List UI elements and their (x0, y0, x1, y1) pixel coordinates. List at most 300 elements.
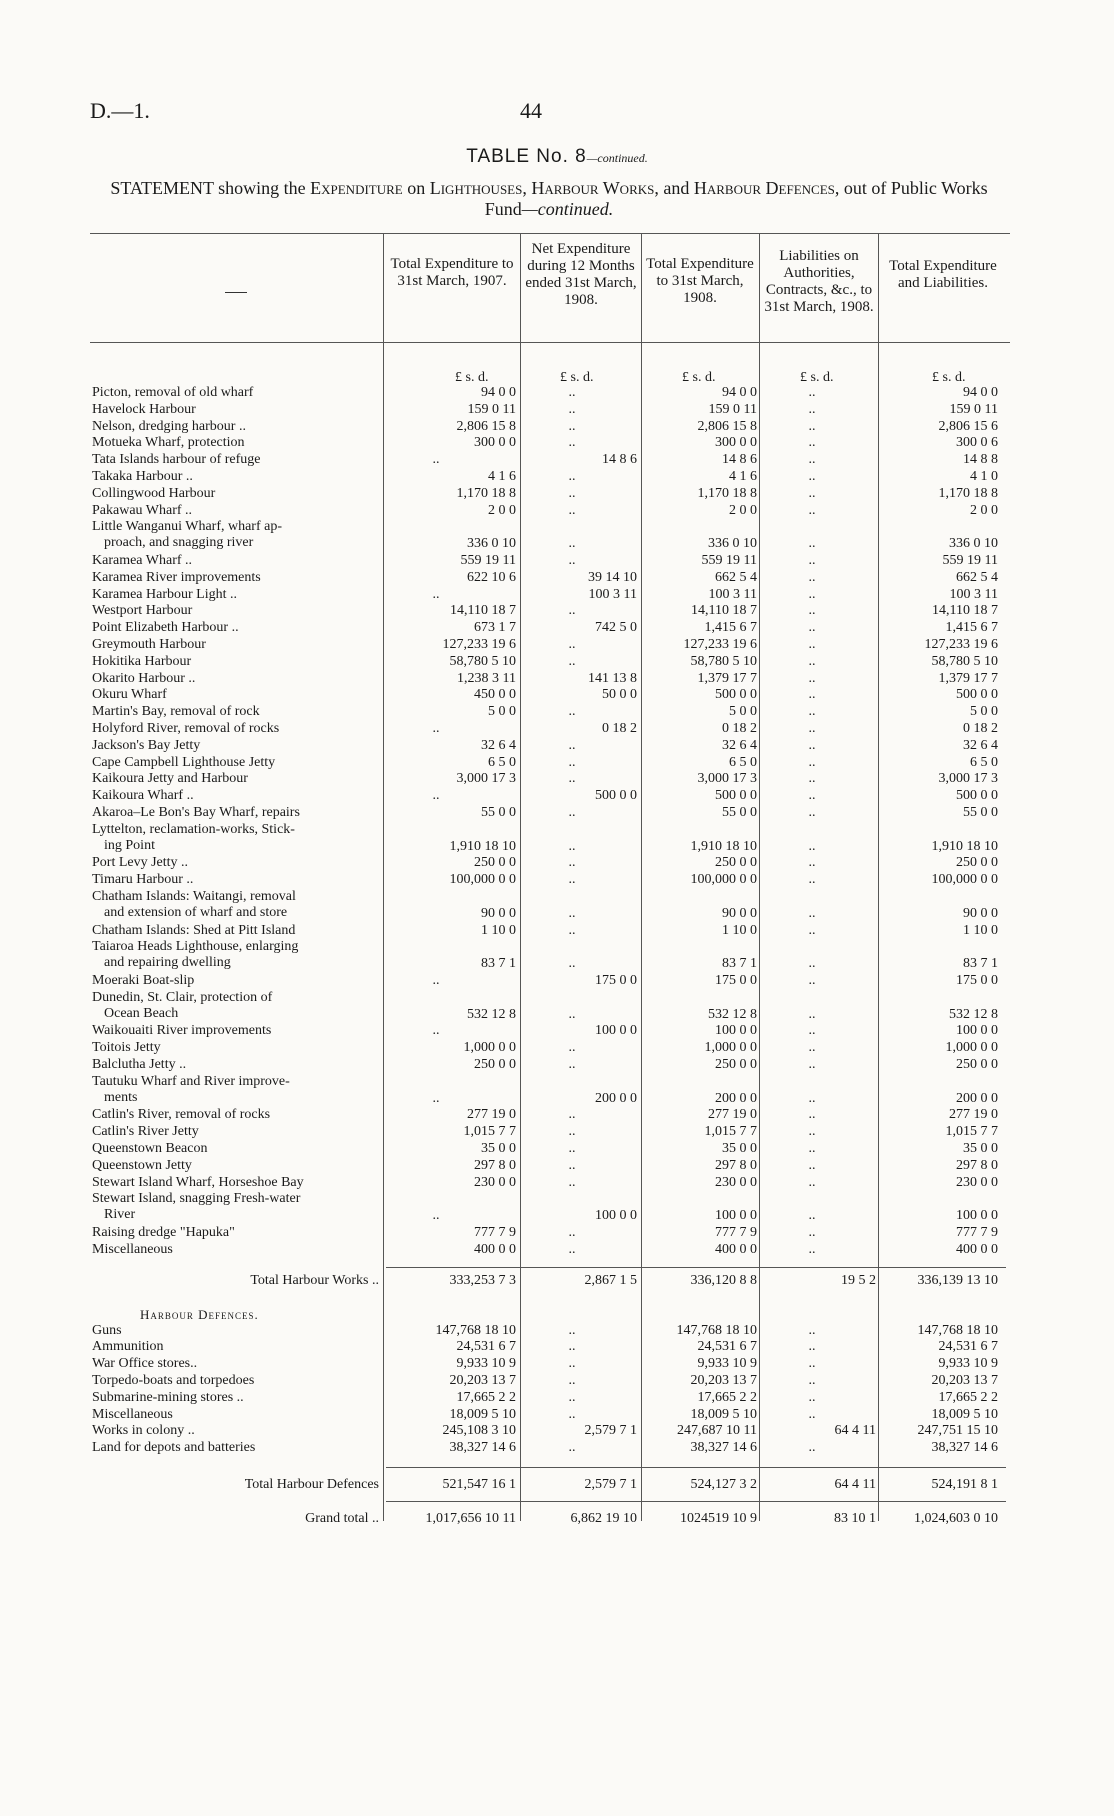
row-value-col2: .. (568, 855, 576, 871)
row-value-col5: 1,170 18 8 (938, 485, 998, 501)
row-value-col1: 400 0 0 (474, 1241, 516, 1257)
row-value-col5: 250 0 0 (956, 855, 998, 871)
row-description-line: Port Levy Jetty .. (92, 855, 189, 871)
row-value-col4: .. (808, 771, 816, 787)
row-description-line: Catlin's River, removal of rocks (92, 1107, 271, 1123)
row-description-line: Submarine-mining stores .. (92, 1389, 244, 1405)
row-value-col1: 1,238 3 11 (457, 670, 516, 686)
col-header-1: Total Expenditure to 31st March, 1907. (390, 256, 514, 289)
col-header-5: Total Expenditure and Liabilities. (889, 258, 997, 291)
row-value-col4: .. (808, 1141, 816, 1156)
col-header-4: Liabilities on Authorities, Contracts, &c., to 31st March, 1908. (764, 248, 874, 315)
row-description-line: Waikouaiti River improvements (92, 1023, 272, 1039)
row-description-line: Torpedo-boats and torpedoes (92, 1373, 255, 1388)
harbour-row (0, 1057, 1114, 1074)
row-value-col4: .. (808, 704, 816, 720)
row-description-line: Martin's Bay, removal of rock (92, 704, 260, 720)
row-value-col1: 622 10 6 (467, 569, 516, 585)
harbour-row (0, 1158, 1114, 1175)
row-value-col2: 39 14 10 (588, 569, 637, 585)
row-value-col4: .. (808, 788, 816, 804)
harbour-row (0, 855, 1114, 872)
row-value-col4: .. (808, 553, 816, 568)
row-value-col2: .. (568, 922, 576, 938)
row-value-col2: .. (568, 1322, 576, 1338)
row-value-col3: 32 6 4 (722, 737, 757, 753)
row-value-col4: .. (808, 838, 816, 854)
row-value-col1: 38,327 14 6 (449, 1440, 516, 1456)
row-description (92, 1407, 378, 1423)
row-value-col5: 83 7 1 (963, 956, 998, 972)
grand-total-value-col4: 83 10 1 (834, 1511, 876, 1526)
row-value-col3: 1,170 18 8 (697, 485, 757, 501)
total-harbour-works-value-col5: 336,139 13 10 (917, 1272, 998, 1288)
row-value-col3: 250 0 0 (715, 1057, 757, 1072)
row-value-col1: 1,000 0 0 (463, 1040, 516, 1056)
statement-mid1: on (407, 178, 426, 198)
row-value-col3: 14,110 18 7 (691, 603, 757, 619)
table-top-rule (90, 233, 1010, 234)
harbour-row (0, 671, 1114, 688)
row-value-col5: 127,233 19 6 (924, 637, 998, 652)
col-header-3: Total Expenditure to 31st March, 1908. (646, 256, 754, 306)
row-description-line: Miscellaneous (92, 1406, 173, 1422)
row-value-col5: 1,015 7 7 (945, 1124, 998, 1140)
row-value-col1: 277 19 0 (467, 1107, 516, 1123)
row-description (92, 603, 378, 619)
row-description-line: proach, and snagging river (104, 535, 254, 551)
row-description (92, 1191, 378, 1223)
row-description-line: and repairing dwelling (104, 955, 231, 971)
row-value-col3: 38,327 14 6 (690, 1440, 757, 1456)
row-value-col4: .. (808, 569, 816, 585)
row-description (92, 1141, 378, 1157)
row-value-col5: 4 1 0 (970, 469, 998, 484)
row-value-col3: 100 0 0 (715, 1023, 757, 1039)
row-value-col2: .. (568, 502, 576, 518)
harbour-row (0, 503, 1114, 520)
row-value-col4: .. (808, 1373, 816, 1388)
row-description-line: Stewart Island, snagging Fresh-water (92, 1191, 301, 1207)
row-value-col5: 500 0 0 (956, 788, 998, 804)
row-description-line: Ocean Beach (104, 1005, 179, 1021)
harbour-row (0, 923, 1114, 940)
row-value-col2: .. (568, 771, 576, 787)
row-value-col1: 336 0 10 (467, 536, 516, 552)
unit-label-4: £ s. d. (800, 370, 834, 385)
row-description (92, 469, 378, 485)
page-number: 44 (520, 98, 542, 123)
row-value-col2: .. (568, 704, 576, 720)
row-value-col2: .. (568, 1157, 576, 1173)
row-value-col2: .. (568, 1141, 576, 1156)
row-description (92, 1124, 378, 1140)
row-value-col5: 662 5 4 (956, 569, 998, 585)
row-value-col3: 336 0 10 (708, 536, 757, 552)
row-value-col4: .. (808, 586, 816, 602)
row-description-line: Pakawau Wharf .. (92, 502, 193, 518)
statement-cont: —continued. (521, 199, 614, 219)
row-description (92, 1225, 378, 1241)
row-value-col1: .. (432, 721, 440, 736)
row-description (92, 1158, 378, 1174)
harbour-row (0, 721, 1114, 738)
row-value-col2: .. (568, 1107, 576, 1123)
row-value-col5: 32 6 4 (963, 737, 998, 753)
row-description-line: Westport Harbour (92, 603, 193, 619)
row-value-col1: 83 7 1 (481, 956, 516, 972)
row-value-col1: 1,910 18 10 (449, 838, 516, 854)
row-value-col5: 230 0 0 (956, 1174, 998, 1190)
row-value-col5: 175 0 0 (956, 973, 998, 988)
row-description-line: Guns (92, 1322, 122, 1338)
harbour-row (0, 469, 1114, 486)
row-value-col2: .. (568, 1339, 576, 1355)
row-value-col1: 1,015 7 7 (463, 1124, 516, 1140)
row-description-line: Lyttelton, reclamation-works, Stick- (92, 821, 295, 837)
row-value-col4: .. (808, 1040, 816, 1056)
col-header-2: Net Expenditure during 12 Months ended 31st March, 1908. (525, 241, 637, 308)
row-value-col3: 175 0 0 (715, 973, 757, 988)
row-description-line: Picton, removal of old wharf (92, 385, 254, 400)
row-description (92, 923, 378, 939)
row-value-col4: .. (808, 1339, 816, 1355)
row-value-col1: 6 5 0 (488, 754, 516, 770)
row-value-col3: 100 0 0 (715, 1208, 757, 1224)
harbour-row (0, 990, 1114, 1024)
row-value-col5: 35 0 0 (963, 1141, 998, 1156)
row-value-col3: 3,000 17 3 (697, 771, 757, 787)
row-value-col5: 159 0 11 (949, 401, 998, 417)
harbour-row (0, 402, 1114, 419)
row-value-col1: 94 0 0 (481, 385, 516, 400)
harbour-row (0, 519, 1114, 553)
row-description (92, 755, 378, 771)
table-title-text: TABLE No. 8 (466, 146, 587, 167)
row-value-col4: .. (808, 670, 816, 686)
statement-mid2: and (663, 178, 690, 198)
row-value-col3: 400 0 0 (715, 1241, 757, 1257)
harbour-row (0, 637, 1114, 654)
row-value-col5: 6 5 0 (970, 754, 998, 770)
row-description-line: Chatham Islands: Waitangi, removal (92, 889, 296, 904)
row-value-col4: .. (808, 1107, 816, 1123)
row-description (92, 435, 378, 451)
row-value-col5: 100 0 0 (956, 1208, 998, 1224)
row-value-col4: .. (808, 1389, 816, 1405)
row-value-col5: 17,665 2 2 (938, 1389, 998, 1405)
row-value-col4: .. (808, 905, 816, 921)
row-description-line: Land for depots and batteries (92, 1440, 256, 1456)
row-value-col2: .. (568, 838, 576, 854)
row-description-line: Motueka Wharf, protection (92, 435, 245, 451)
harbour-row (0, 1191, 1114, 1225)
row-value-col4: .. (808, 1440, 816, 1456)
row-description (92, 1175, 378, 1191)
row-value-col2: 14 8 6 (602, 452, 637, 468)
harbour-row (0, 1040, 1114, 1057)
row-value-col2: 200 0 0 (595, 1090, 637, 1106)
row-description-line: Stewart Island Wharf, Horseshoe Bay (92, 1174, 304, 1190)
harbour-row (0, 385, 1114, 402)
grand-total-label: Grand total .. (305, 1511, 379, 1526)
harbour-row (0, 771, 1114, 788)
row-description-line: Queenstown Jetty (92, 1157, 192, 1173)
row-value-col2: 175 0 0 (595, 973, 637, 988)
harbour-row (0, 738, 1114, 755)
row-value-col4: .. (808, 1124, 816, 1140)
defence-row (0, 1323, 1114, 1340)
row-value-col2: .. (568, 637, 576, 652)
table-title-cont: —continued. (586, 151, 648, 165)
row-value-col1: 532 12 8 (467, 1006, 516, 1022)
row-value-col2: 2,579 7 1 (584, 1423, 637, 1439)
row-value-col3: 83 7 1 (722, 956, 757, 972)
row-value-col3: 200 0 0 (715, 1090, 757, 1106)
row-value-col2: .. (568, 603, 576, 619)
statement-sc2: Lighthouses, Harbour Works, (429, 178, 659, 198)
row-value-col1: 58,780 5 10 (449, 653, 516, 669)
row-description (92, 486, 378, 502)
harbour-row (0, 1074, 1114, 1108)
harbour-row (0, 1242, 1114, 1259)
row-value-col3: 90 0 0 (722, 905, 757, 921)
row-description-line: War Office stores.. (92, 1356, 198, 1372)
row-description-line: Balclutha Jetty .. (92, 1057, 187, 1072)
row-value-col2: .. (568, 805, 576, 820)
grand-total-value-col2: 6,862 19 10 (570, 1511, 637, 1526)
row-value-col3: 147,768 18 10 (676, 1322, 757, 1338)
total-harbour-defences-value-col1: 521,547 16 1 (442, 1477, 516, 1492)
row-value-col2: .. (568, 1389, 576, 1405)
row-value-col3: 1,415 6 7 (704, 620, 757, 636)
row-value-col4: .. (808, 637, 816, 652)
row-value-col3: 1,379 17 7 (697, 670, 757, 686)
row-description-line: ing Point (104, 837, 155, 853)
row-value-col5: 20,203 13 7 (931, 1373, 998, 1388)
row-value-col4: .. (808, 401, 816, 417)
row-value-col3: 5 0 0 (729, 704, 757, 720)
row-description (92, 1356, 378, 1372)
unit-label-1: £ s. d. (455, 370, 489, 385)
row-value-col1: 17,665 2 2 (456, 1389, 516, 1405)
row-value-col3: 247,687 10 11 (677, 1423, 757, 1439)
row-description-line: Kaikoura Jetty and Harbour (92, 771, 248, 787)
total-harbour-works-value-col2: 2,867 1 5 (584, 1272, 637, 1288)
row-value-col3: 2,806 15 8 (697, 418, 757, 434)
row-value-col2: .. (568, 1406, 576, 1422)
row-value-col4: .. (808, 452, 816, 468)
row-description-line: Ammunition (92, 1339, 164, 1355)
row-value-col3: 230 0 0 (715, 1174, 757, 1190)
row-value-col3: 532 12 8 (708, 1006, 757, 1022)
row-description (92, 1074, 378, 1106)
row-value-col5: 100 3 11 (949, 586, 998, 602)
row-value-col5: 247,751 15 10 (917, 1423, 998, 1439)
row-value-col2: .. (568, 553, 576, 568)
row-value-col4: .. (808, 385, 816, 400)
row-value-col4: .. (808, 1057, 816, 1072)
row-value-col5: 147,768 18 10 (917, 1322, 998, 1338)
row-description (92, 1323, 378, 1339)
row-description-line: Miscellaneous (92, 1241, 173, 1257)
row-value-col3: 1,000 0 0 (704, 1040, 757, 1056)
row-value-col1: 127,233 19 6 (442, 637, 516, 652)
row-description (92, 990, 378, 1022)
row-value-col2: .. (568, 418, 576, 434)
harbour-row (0, 1175, 1114, 1192)
stub-column-dash (225, 292, 247, 293)
row-value-col5: 1,000 0 0 (945, 1040, 998, 1056)
row-value-col2: .. (568, 737, 576, 753)
row-value-col2: 742 5 0 (595, 620, 637, 636)
harbour-row (0, 805, 1114, 822)
row-description (92, 771, 378, 787)
row-description (92, 721, 378, 737)
row-description-line: Okarito Harbour .. (92, 670, 196, 686)
row-value-col4: .. (808, 653, 816, 669)
row-value-col2: .. (568, 485, 576, 501)
row-description-line: Queenstown Beacon (92, 1141, 208, 1156)
row-value-col2: .. (568, 1440, 576, 1456)
row-value-col1: 20,203 13 7 (449, 1373, 516, 1388)
statement-prefix: STATEMENT showing the (110, 178, 306, 198)
row-value-col5: 400 0 0 (956, 1241, 998, 1257)
row-value-col1: 9,933 10 9 (456, 1356, 516, 1372)
row-description (92, 671, 378, 687)
row-value-col5: 532 12 8 (949, 1006, 998, 1022)
row-description (92, 1057, 378, 1073)
unit-label-5: £ s. d. (932, 370, 966, 385)
row-value-col5: 100 0 0 (956, 1023, 998, 1039)
row-value-col3: 0 18 2 (722, 721, 757, 736)
defence-row (0, 1390, 1114, 1407)
row-description (92, 973, 378, 989)
row-description (92, 637, 378, 653)
row-value-col2: .. (568, 1241, 576, 1257)
row-value-col1: 230 0 0 (474, 1174, 516, 1190)
row-value-col5: 1,415 6 7 (945, 620, 998, 636)
row-description-line: Chatham Islands: Shed at Pitt Island (92, 922, 296, 938)
row-description (92, 587, 378, 603)
row-value-col1: 300 0 0 (474, 435, 516, 451)
row-description (92, 1373, 378, 1389)
row-value-col2: .. (568, 1057, 576, 1072)
row-description (92, 855, 378, 871)
row-description-line: Timaru Harbour .. (92, 872, 194, 888)
row-value-col3: 18,009 5 10 (690, 1406, 757, 1422)
row-value-col4: .. (808, 485, 816, 501)
grand-total-value-col5: 1,024,603 0 10 (914, 1511, 998, 1526)
row-description (92, 704, 378, 720)
row-value-col4: .. (808, 855, 816, 871)
row-value-col4: .. (808, 435, 816, 451)
row-value-col3: 500 0 0 (715, 687, 757, 703)
total-harbour-defences-value-col2: 2,579 7 1 (584, 1477, 637, 1492)
harbour-row (0, 654, 1114, 671)
row-description (92, 385, 378, 401)
defence-row (0, 1356, 1114, 1373)
row-value-col4: .. (808, 620, 816, 636)
row-value-col5: 55 0 0 (963, 805, 998, 820)
row-description-line: Takaka Harbour .. (92, 469, 193, 484)
row-value-col2: .. (568, 385, 576, 400)
header-bottom-rule (90, 342, 1010, 343)
harbour-row (0, 486, 1114, 503)
row-value-col1: 14,110 18 7 (450, 603, 516, 619)
row-value-col2: .. (568, 1174, 576, 1190)
row-value-col2: .. (568, 754, 576, 770)
row-value-col3: 35 0 0 (722, 1141, 757, 1156)
harbour-row (0, 704, 1114, 721)
statement-suffix: out of Public Works Fund (484, 178, 988, 219)
harbour-row (0, 973, 1114, 990)
row-value-col1: 4 1 6 (488, 469, 516, 484)
harbour-row (0, 603, 1114, 620)
row-value-col4: .. (808, 1208, 816, 1224)
row-value-col4: .. (808, 469, 816, 484)
row-value-col3: 662 5 4 (715, 569, 757, 585)
row-value-col5: 1 10 0 (963, 922, 998, 938)
row-description-line: Works in colony .. (92, 1423, 195, 1439)
row-description-line: Okuru Wharf (92, 687, 167, 703)
row-value-col4: .. (808, 721, 816, 736)
row-value-col4: .. (808, 1322, 816, 1338)
unit-label-2: £ s. d. (560, 370, 594, 385)
row-value-col4: .. (808, 536, 816, 552)
row-value-col1: 1 10 0 (481, 922, 516, 938)
row-value-col3: 4 1 6 (729, 469, 757, 484)
row-value-col4: .. (808, 1406, 816, 1422)
row-value-col1: 2 0 0 (488, 502, 516, 518)
row-description-line: ments (104, 1089, 138, 1105)
harbour-row (0, 587, 1114, 604)
row-description-line: Karamea Harbour Light .. (92, 586, 237, 602)
row-description (92, 822, 378, 854)
row-value-col1: 24,531 6 7 (456, 1339, 516, 1355)
row-value-col1: .. (432, 1090, 440, 1106)
row-value-col5: 1,910 18 10 (931, 838, 998, 854)
row-description-line: Taiaroa Heads Lighthouse, enlarging (92, 939, 299, 955)
row-description (92, 687, 378, 703)
row-description-line: Catlin's River Jetty (92, 1124, 199, 1140)
total-harbour-defences-label: Total Harbour Defences (244, 1477, 379, 1492)
total-harbour-defences-value-col4: 64 4 11 (834, 1477, 876, 1492)
defence-row (0, 1373, 1114, 1390)
row-description-line: Point Elizabeth Harbour .. (92, 620, 239, 636)
row-value-col5: 24,531 6 7 (938, 1339, 998, 1355)
row-value-col1: 159 0 11 (467, 401, 516, 417)
row-value-col1: .. (432, 973, 440, 988)
row-value-col5: 200 0 0 (956, 1090, 998, 1106)
harbour-row (0, 889, 1114, 923)
row-value-col3: 94 0 0 (722, 385, 757, 400)
row-value-col5: 2 0 0 (970, 502, 998, 518)
row-value-col3: 24,531 6 7 (697, 1339, 757, 1355)
row-value-col1: 250 0 0 (474, 855, 516, 871)
rule-grand-total (386, 1501, 1006, 1502)
grand-total-value-col3: 1024519 10 9 (680, 1511, 757, 1526)
row-value-col2: 141 13 8 (588, 670, 637, 686)
table-title (0, 146, 1114, 168)
row-value-col4: 64 4 11 (834, 1423, 876, 1439)
row-value-col1: 559 19 11 (460, 553, 516, 568)
row-value-col3: 127,233 19 6 (683, 637, 757, 652)
row-value-col1: .. (432, 1208, 440, 1224)
harbour-row (0, 1023, 1114, 1040)
row-value-col4: .. (808, 1023, 816, 1039)
row-description (92, 419, 378, 435)
